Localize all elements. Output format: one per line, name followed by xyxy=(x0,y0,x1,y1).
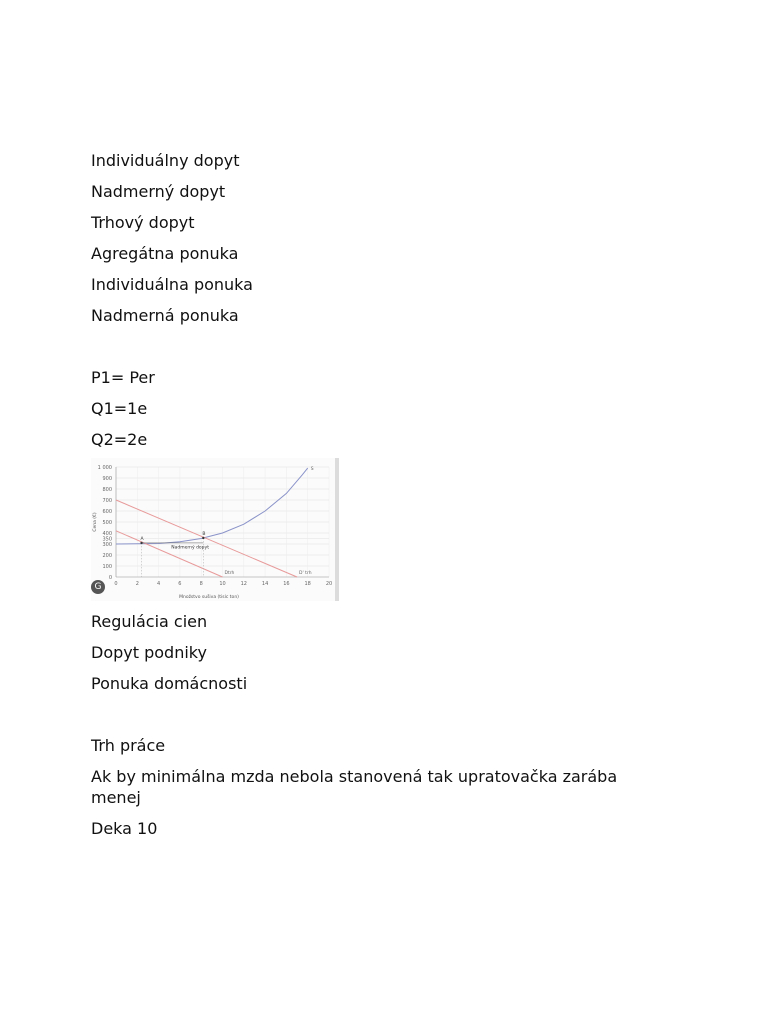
y-tick-label: 800 xyxy=(102,487,112,493)
y-tick-label: 900 xyxy=(102,476,112,482)
x-tick-label: 0 xyxy=(114,581,118,587)
y-tick-label: 1 000 xyxy=(97,465,112,471)
document-body xyxy=(91,150,671,849)
series-label: Dtrh xyxy=(224,571,235,576)
y-tick-label: 300 xyxy=(102,542,112,548)
text-line: Ponuka domácnosti xyxy=(91,674,248,693)
x-axis-label: Množstvo sušiva (tisíc ton) xyxy=(179,595,239,600)
y-tick-label: 700 xyxy=(102,498,112,504)
x-tick-label: 14 xyxy=(261,581,269,587)
text-line: Dopyt podniky xyxy=(91,643,207,662)
x-tick-label: 20 xyxy=(325,581,333,587)
text-line: Trhový dopyt xyxy=(91,213,195,232)
formula-list xyxy=(91,367,671,450)
google-lens-icon[interactable]: G xyxy=(91,580,105,594)
note-list xyxy=(91,735,671,839)
x-tick-label: 4 xyxy=(157,581,161,587)
y-tick-label: 200 xyxy=(102,553,112,559)
x-tick-label: 6 xyxy=(178,581,182,587)
chart-right-edge xyxy=(335,458,339,601)
term-list xyxy=(91,150,671,326)
y-axis-label: Cena (€) xyxy=(93,512,98,532)
y-tick-label: 0 xyxy=(108,575,112,581)
point-label: B xyxy=(202,531,206,537)
text-line: Individuálna ponuka xyxy=(91,275,253,294)
text-line: Nadmerná ponuka xyxy=(91,306,239,325)
y-tick-label: 350 xyxy=(102,536,112,543)
y-tick-label: 400 xyxy=(102,531,112,537)
text-line: Nadmerný dopyt xyxy=(91,182,226,201)
y-tick-label: 600 xyxy=(102,509,112,515)
x-tick-label: 2 xyxy=(135,581,139,587)
point-label: A xyxy=(140,536,144,542)
text-line: Deka 10 xyxy=(91,819,158,838)
series-label: D' trh xyxy=(299,571,312,576)
text-line: Agregátna ponuka xyxy=(91,244,239,263)
x-tick-label: 12 xyxy=(240,581,247,587)
y-tick-label: 100 xyxy=(102,564,112,570)
x-tick-label: 8 xyxy=(199,581,203,587)
text-line: Q1=1e xyxy=(91,399,148,418)
text-line: Individuálny dopyt xyxy=(91,151,240,170)
y-tick-label: 500 xyxy=(102,520,112,526)
text-line: Trh práce xyxy=(91,736,166,755)
text-line: Q2=2e xyxy=(91,430,148,449)
x-tick-label: 18 xyxy=(304,581,311,587)
topic-list xyxy=(91,611,671,694)
chart-svg xyxy=(91,458,339,601)
data-point xyxy=(202,537,204,539)
chart-background xyxy=(91,458,339,601)
supply-demand-chart xyxy=(91,458,339,601)
blank-line xyxy=(91,704,671,725)
blank-line xyxy=(91,336,671,357)
annotation-label: Nadmerný dopyt xyxy=(171,545,209,551)
x-tick-label: 16 xyxy=(283,581,290,587)
x-tick-label: 10 xyxy=(219,581,226,587)
text-line: Regulácia cien xyxy=(91,612,208,631)
text-line: P1= Per xyxy=(91,368,155,387)
series-label: S xyxy=(310,467,314,473)
text-line: Ak by minimálna mzda nebola stanovená tak upratovačka zarába menej xyxy=(91,767,618,807)
